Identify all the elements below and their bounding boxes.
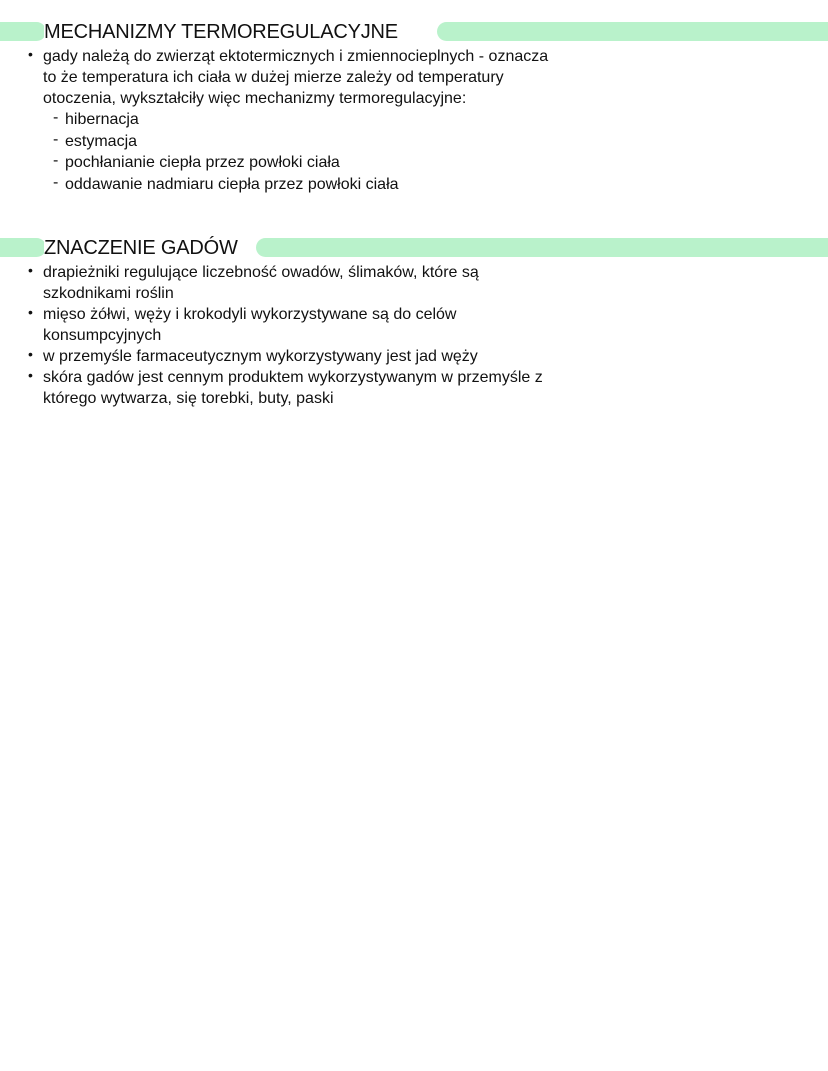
sub-list-item [43,109,553,131]
sub-item-text: hibernacja [65,111,139,128]
bullet-icon: • [28,304,33,320]
heading-highlight-left [0,22,46,41]
sub-item-text: pochłanianie ciepła przez powłoki ciała [65,154,340,171]
heading-highlight-left [0,238,46,257]
heading-row [0,236,828,260]
list-item [0,46,553,195]
bullet-text: skóra gadów jest cennym produktem wykorzystywanym w przemyśle z którego wytwarza, się torebki, buty, paski [43,369,543,407]
list-item [0,304,553,346]
sub-list-item [43,131,553,153]
bullet-text: mięso żółwi, węży i krokodyli wykorzystywane są do celów konsumpcyjnych [43,306,457,344]
bullet-list [0,46,828,195]
bullet-icon: • [28,346,33,362]
list-item [0,262,553,304]
bullet-text: gady należą do zwierząt ektotermicznych i zmiennocieplnych - oznacza to że temperatura ich ciała w dużej mierze zależy od temperatury otoczenia, wykształciły więc mechanizmy termoregulacyjne: [43,48,549,107]
heading-highlight-right [437,22,828,41]
dash-icon: - [53,152,59,169]
bullet-icon: • [28,367,33,383]
section-heading: ZNACZENIE GADÓW [44,237,238,259]
sub-list-item [43,152,553,174]
dash-icon: - [53,173,59,191]
sub-list [43,109,553,195]
list-item [0,367,553,409]
bullet-text: w przemyśle farmaceutycznym wykorzystywany jest jad węży [43,348,478,365]
heading-row [0,20,828,44]
sub-item-text: oddawanie nadmiaru ciepła przez powłoki ciała [65,175,399,193]
bullet-list [0,262,828,409]
list-item [0,346,553,367]
heading-highlight-right [256,238,828,257]
bullet-icon: • [28,262,33,278]
bullet-text: drapieżniki regulujące liczebność owadów, ślimaków, które są szkodnikami roślin [43,264,479,302]
section-thermoregulation [0,20,828,195]
dash-icon: - [53,109,59,126]
sub-item-text: estymacja [65,132,138,150]
section-significance [0,236,828,409]
section-heading: MECHANIZMY TERMOREGULACYJNE [44,21,398,43]
bullet-icon: • [28,46,33,62]
dash-icon: - [53,130,59,148]
sub-list-item [43,174,553,196]
